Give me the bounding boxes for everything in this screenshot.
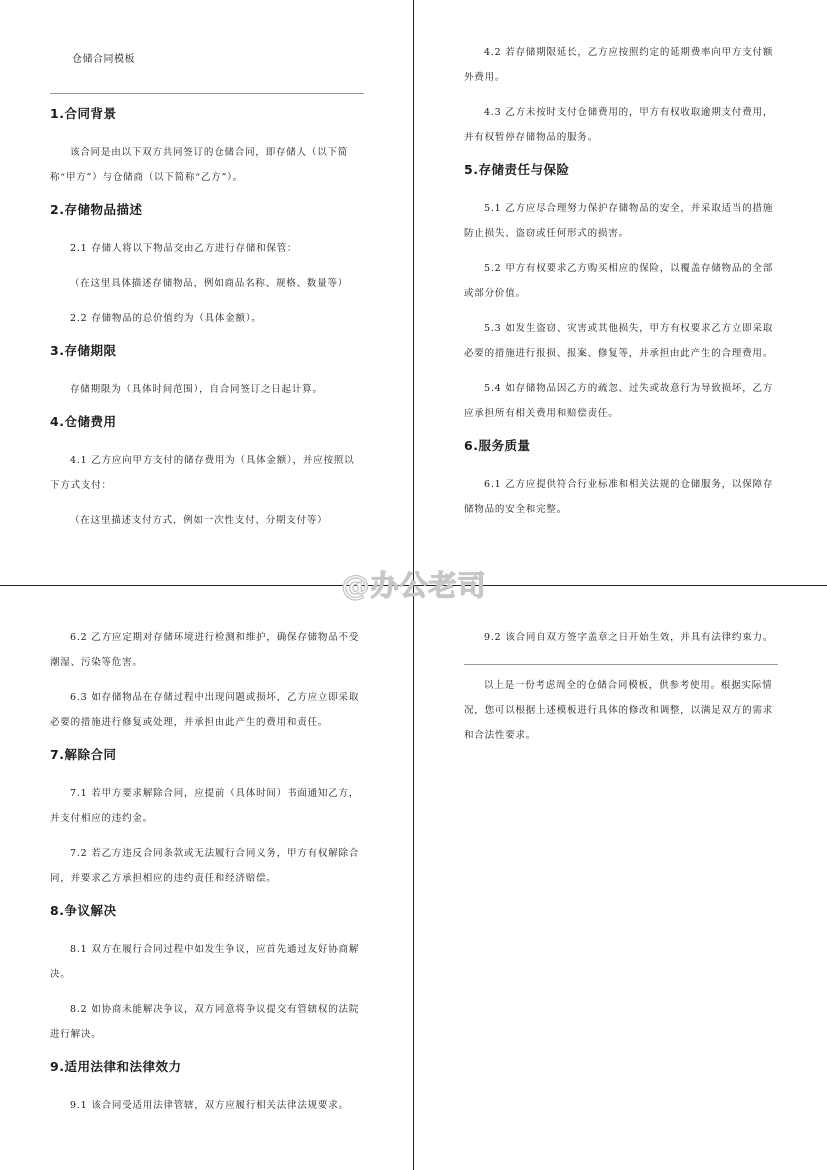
paragraph: 4.3 乙方未按时支付仓储费用的，甲方有权收取逾期支付费用，并有权暂停存储物品的服务。: [464, 107, 774, 143]
paragraph: 5.4 如存储物品因乙方的疏忽、过失或故意行为导致损坏，乙方应承担所有相关费用和赔偿责任。: [464, 383, 774, 419]
page-top-right: [464, 40, 778, 532]
paragraph: 2.1 存储人将以下物品交由乙方进行存储和保管：: [70, 243, 298, 254]
section-heading-items: 2.存储物品描述: [50, 202, 143, 217]
paragraph: 9.2 该合同自双方签字盖章之日开始生效，并具有法律约束力。: [484, 632, 774, 643]
paragraph: 9.1 该合同受适用法律管辖，双方应履行相关法律法规要求。: [70, 1100, 349, 1111]
paragraph: 6.3 如存储物品在存储过程中出现问题或损坏，乙方应立即采取必要的措施进行修复或处理，并承担由此产生的费用和责任。: [50, 692, 360, 728]
paragraph: 4.2 若存储期限延长，乙方应按照约定的延期费率向甲方支付额外费用。: [464, 47, 774, 83]
closing-rule: [464, 664, 778, 665]
title-rule: [50, 93, 364, 94]
section-heading-quality: 6.服务质量: [464, 438, 531, 453]
paragraph: 该合同是由以下双方共同签订的仓储合同，即存储人（以下简称“甲方”）与仓储商（以下简称“乙方”）。: [50, 147, 349, 183]
closing-paragraph: 以上是一份考虑周全的仓储合同模板，供参考使用。根据实际情况，您可以根据上述模板进行具体的修改和调整，以满足双方的需求和合法性要求。: [464, 680, 774, 741]
paragraph: 6.2 乙方应定期对存储环境进行检测和维护，确保存储物品不受潮湿、污染等危害。: [50, 632, 360, 668]
page-top-left: [50, 40, 364, 543]
paragraph: 6.1 乙方应提供符合行业标准和相关法规的仓储服务，以保障存储物品的安全和完整。: [464, 479, 774, 515]
paragraph: 4.1 乙方应向甲方支付的储存费用为（具体金额），并应按照以下方式支付：: [50, 455, 355, 491]
section-heading-termination: 7.解除合同: [50, 747, 117, 762]
paragraph: 2.2 存储物品的总价值约为（具体金额）。: [70, 313, 262, 324]
section-heading-disputes: 8.争议解决: [50, 903, 117, 918]
paragraph: 8.1 双方在履行合同过程中如发生争议，应首先通过友好协商解决。: [50, 944, 360, 980]
paragraph: （在这里具体描述存储物品，例如商品名称、规格、数量等）: [70, 278, 349, 289]
page-bottom-left: [50, 625, 364, 1128]
watermark: @办公老司: [341, 569, 487, 602]
section-heading-term: 3.存储期限: [50, 343, 117, 358]
paragraph: 5.1 乙方应尽合理努力保护存储物品的安全，并采取适当的措施防止损失、盗窃或任何形式的损害。: [464, 203, 774, 239]
document-title: 仓储合同模板: [72, 54, 135, 65]
paragraph: （在这里描述支付方式，例如一次性支付、分期支付等）: [70, 515, 328, 526]
paragraph: 存储期限为（具体时间范围），自合同签订之日起计算。: [70, 384, 323, 395]
page-bottom-right: [464, 625, 778, 758]
paragraph: 7.1 若甲方要求解除合同，应提前（具体时间）书面通知乙方，并支付相应的违约金。: [50, 788, 360, 824]
section-heading-law: 9.适用法律和法律效力: [50, 1059, 182, 1074]
section-heading-background: 1.合同背景: [50, 106, 117, 121]
paragraph: 7.2 若乙方违反合同条款或无法履行合同义务，甲方有权解除合同，并要求乙方承担相应的违约责任和经济赔偿。: [50, 848, 360, 884]
paragraph: 5.3 如发生盗窃、灾害或其他损失，甲方有权要求乙方立即采取必要的措施进行报损、报案、修复等，并承担由此产生的合理费用。: [464, 323, 774, 359]
paragraph: 5.2 甲方有权要求乙方购买相应的保险，以覆盖存储物品的全部或部分价值。: [464, 263, 774, 299]
section-heading-liability: 5.存储责任与保险: [464, 162, 570, 177]
paragraph: 8.2 如协商未能解决争议，双方同意将争议提交有管辖权的法院进行解决。: [50, 1004, 360, 1040]
section-heading-fees: 4.仓储费用: [50, 414, 117, 429]
